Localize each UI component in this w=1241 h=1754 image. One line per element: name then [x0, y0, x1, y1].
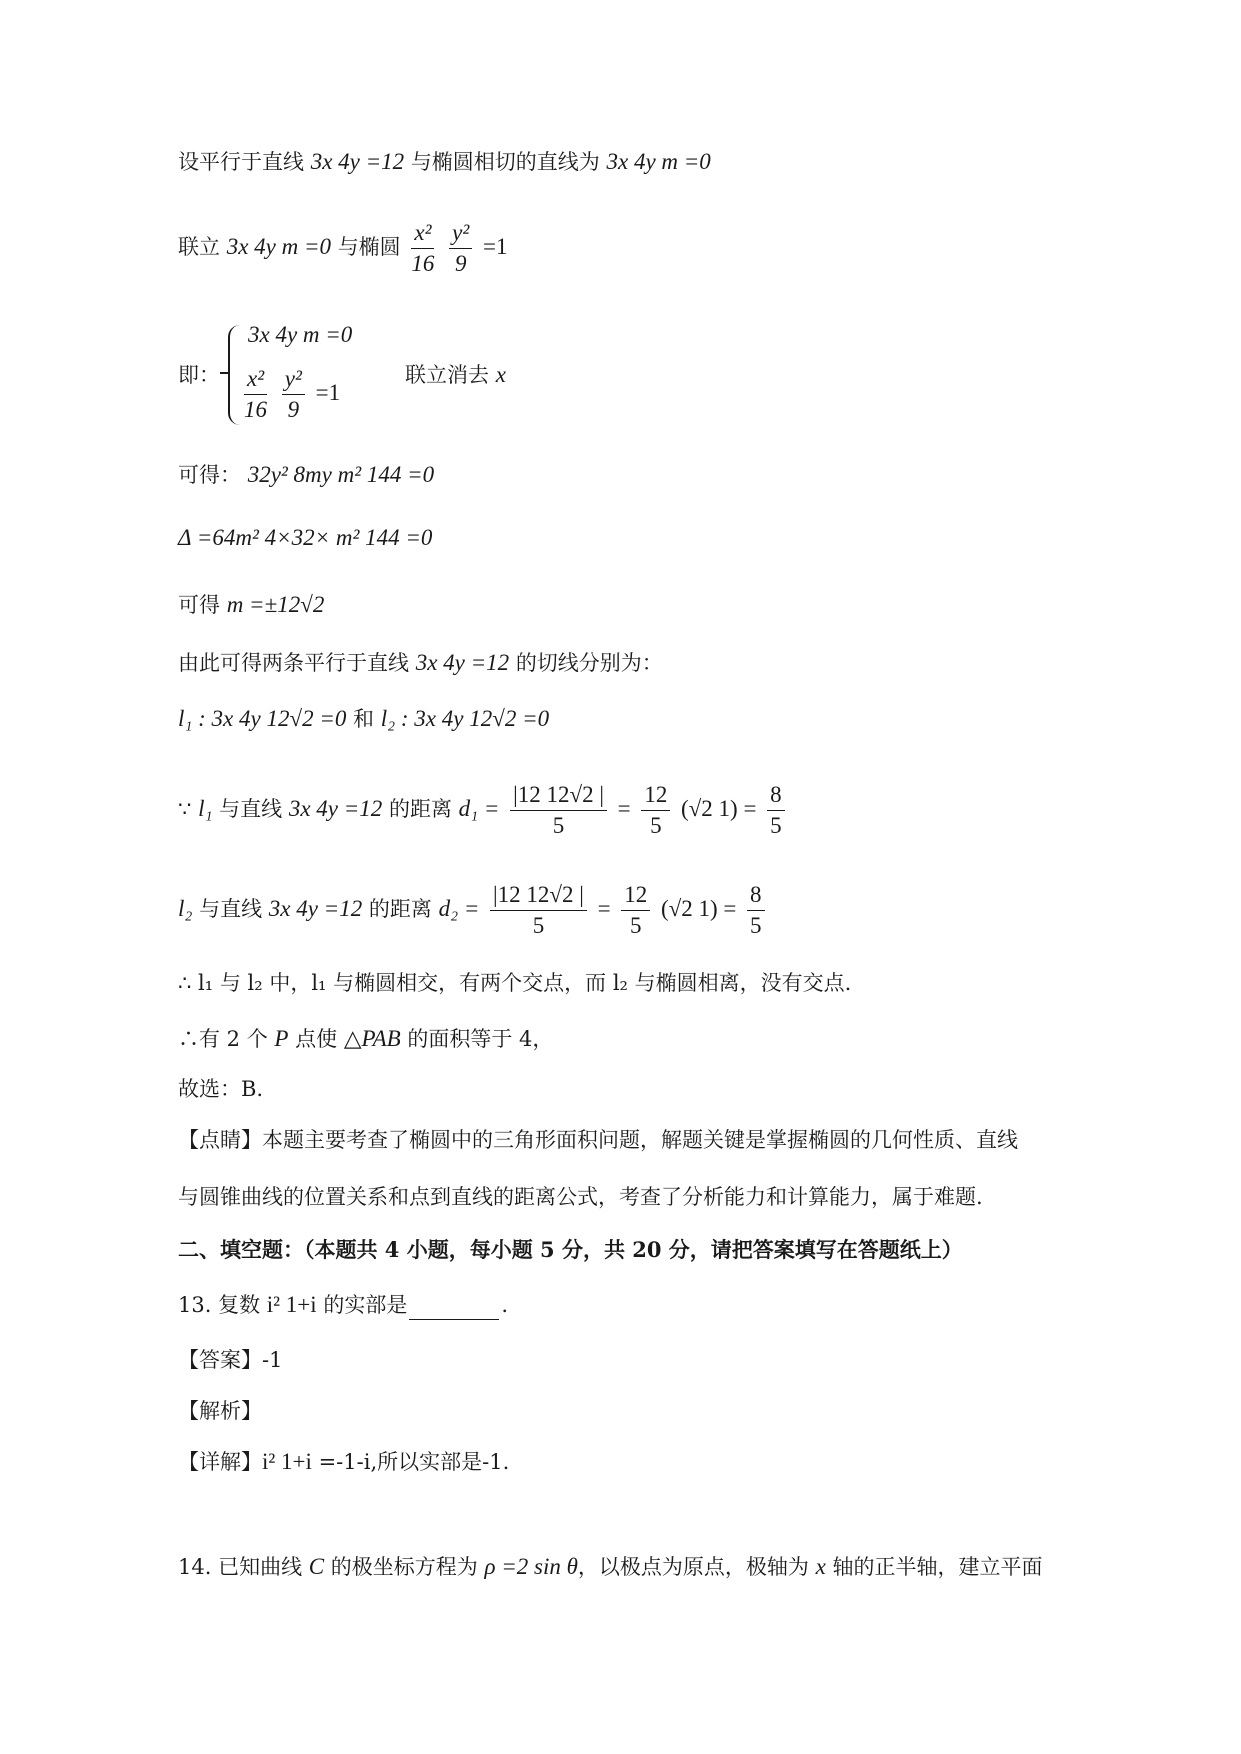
equation: ρ =2 sin θ	[484, 1554, 578, 1579]
fraction-y2-9: $\frac{\text{y²}}{9}$	[282, 364, 305, 425]
equation: l₂ : 3x 4y 12√2 =0	[380, 706, 550, 731]
equation: 3x 4y =12	[310, 149, 405, 174]
fraction-distance: $\frac{|12 12√2 |}{5}$	[490, 880, 587, 941]
equation: 3x 4y m =0	[606, 149, 711, 174]
equation: 3x 4y m =0	[226, 234, 331, 259]
text: 的极坐标方程为	[324, 1555, 485, 1579]
equation: =1	[315, 380, 341, 405]
fraction-8-5: $\frac{8}{5}$	[747, 880, 765, 941]
text: 可得	[178, 593, 220, 617]
distance-label: d₁ =	[458, 796, 500, 821]
equation: (√2 1) =	[681, 796, 757, 821]
equation: 32y² 8my m² 144 =0	[247, 462, 435, 487]
equation: m =±12√2	[226, 592, 325, 617]
answer-blank	[409, 1297, 499, 1320]
solution-line-12	[178, 1024, 553, 1054]
answer-choice	[178, 1074, 263, 1104]
equation: 3x 4y =12	[288, 796, 383, 821]
text: 联立	[178, 235, 220, 259]
variable: x	[815, 1554, 826, 1579]
text: 点使	[288, 1027, 344, 1051]
text: 的距离	[368, 897, 432, 921]
solution-line-7	[178, 648, 663, 678]
text: 与椭圆	[337, 235, 401, 259]
fraction-y2-9: $\frac{\text{y²}}{9}$	[449, 218, 472, 279]
text: 轴的正半轴，建立平面	[825, 1555, 1043, 1579]
equals: =	[617, 796, 631, 821]
text: ∴ l₁ 与 l₂ 中，l₁ 与椭圆相交，有两个交点，而 l₂ 与椭圆相离，没有交点.	[178, 971, 852, 995]
comment-line-2	[178, 1182, 983, 1212]
system-row-2	[240, 364, 340, 425]
text: 【点睛】本题主要考查了椭圆中的三角形面积问题，解题关键是掌握椭圆的几何性质、直线	[178, 1128, 1018, 1152]
equation: 3x 4y m =0	[248, 322, 353, 347]
text: 的距离	[388, 797, 452, 821]
solution-line-4	[178, 460, 434, 490]
fraction-x2-16: $\frac{\text{x²}}{16}$	[244, 366, 268, 422]
text: 故选：B.	[178, 1077, 264, 1101]
solution-line-8	[178, 704, 549, 734]
brace-tip	[220, 372, 230, 374]
solution-line-2	[178, 218, 507, 279]
comment-line-1	[178, 1125, 1018, 1155]
section-header	[178, 1235, 963, 1265]
text: ∴有 2 个	[178, 1027, 275, 1051]
system-label	[178, 360, 220, 390]
answer-line	[178, 1345, 282, 1375]
variable: l₁	[198, 796, 213, 821]
text: 【答案】-1	[178, 1348, 283, 1372]
text: 可得：	[178, 463, 241, 487]
text: 13. 复数	[178, 1293, 267, 1317]
equation: l₁ : 3x 4y 12√2 =0	[178, 706, 347, 731]
variable: x	[495, 362, 506, 387]
fraction-distance: $\frac{|12 12√2 |}{5}$	[510, 780, 607, 841]
fraction-x2-16: $\frac{\text{x²}}{16}$	[411, 220, 435, 276]
text: 设平行于直线	[178, 150, 304, 174]
question-13	[178, 1290, 508, 1320]
text: 即：	[178, 363, 220, 387]
variable: C	[308, 1554, 325, 1579]
text: 由此可得两条平行于直线	[178, 651, 409, 675]
solution-line-10	[178, 880, 769, 941]
text: =-1-i,所以实部是-1.	[311, 1450, 510, 1474]
text: 联立消去	[405, 363, 489, 387]
text: 14. 已知曲线	[178, 1555, 309, 1579]
equation: 3x 4y =12	[268, 896, 363, 921]
solution-line-5	[178, 523, 432, 553]
text: 二、填空题：（本题共 4 小题，每小题 5 分，共 20 分，请把答案填写在答题纸上）	[178, 1237, 963, 1262]
distance-label: d₂ =	[438, 896, 480, 921]
fraction-8-5: $\frac{8}{5}$	[767, 780, 785, 841]
text: ，以极点为原点，极轴为	[577, 1555, 816, 1579]
analysis-label	[178, 1396, 262, 1426]
text: 的实部是	[316, 1293, 408, 1317]
equation: 3x 4y =12	[415, 650, 510, 675]
text: 与椭圆相切的直线为	[410, 150, 600, 174]
solution-line-9	[178, 780, 789, 841]
solution-line-6	[178, 590, 324, 620]
because-symbol: ∵	[178, 797, 192, 821]
system-note	[405, 360, 506, 390]
fraction-12-5: $\frac{12}{5}$	[641, 780, 670, 841]
triangle: △PAB	[343, 1026, 401, 1051]
system-row-1	[248, 320, 352, 350]
text: 的切线分别为：	[515, 651, 663, 675]
equation: (√2 1) =	[660, 896, 737, 921]
text: 与直线	[199, 897, 263, 921]
variable: l₂	[178, 896, 193, 921]
text: 【解析】	[178, 1399, 262, 1423]
text: 的面积等于 4，	[400, 1027, 554, 1051]
text: 与圆锥曲线的位置关系和点到直线的距离公式，考查了分析能力和计算能力，属于难题.	[178, 1185, 983, 1209]
detail-line	[178, 1447, 509, 1477]
solution-line-1	[178, 147, 711, 177]
text: 【详解】	[178, 1450, 262, 1474]
equation: i² 1+i	[266, 1292, 317, 1317]
text: 与直线	[219, 797, 283, 821]
solution-line-11	[178, 968, 851, 998]
question-14	[178, 1552, 1043, 1582]
equation: i² 1+i	[262, 1449, 312, 1474]
equation: =1	[482, 234, 508, 259]
text: 和	[353, 707, 375, 731]
text: .	[501, 1293, 509, 1317]
fraction-12-5: $\frac{12}{5}$	[621, 880, 650, 941]
variable: P	[274, 1026, 289, 1051]
equals: =	[597, 896, 611, 921]
equation: Δ =64m² 4×32× m² 144 =0	[178, 525, 433, 550]
